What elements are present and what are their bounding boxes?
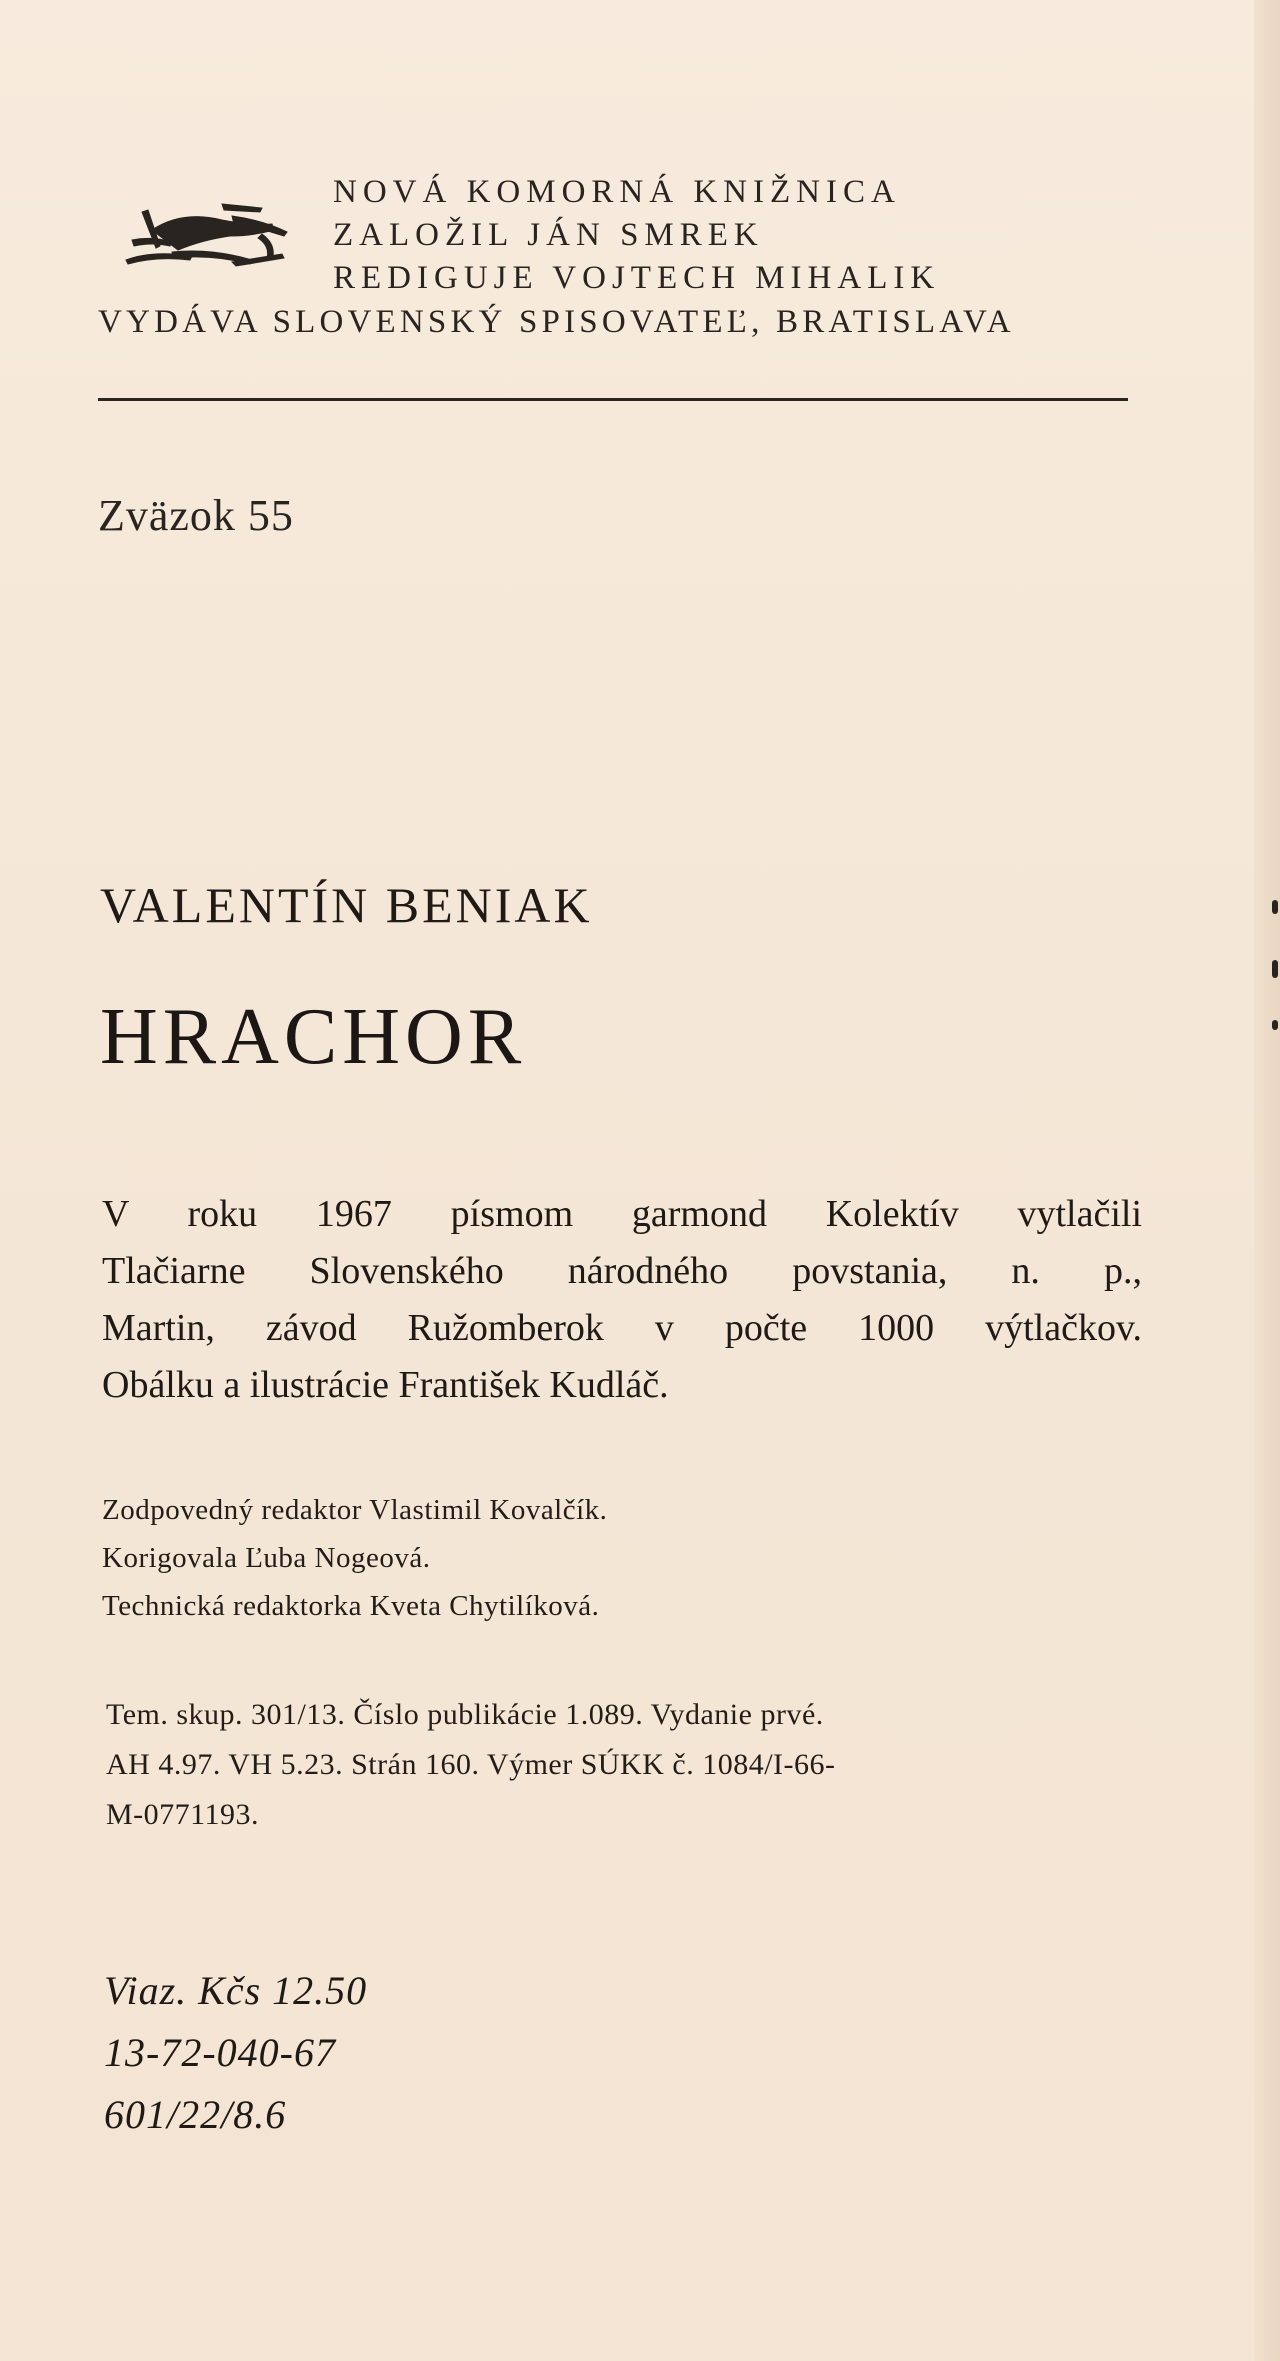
volume-number: Zväzok 55 <box>98 491 294 540</box>
imprint-publisher: VYDÁVA SLOVENSKÝ SPISOVATEĽ, BRATISLAVA <box>98 304 1015 340</box>
technical-line: Tem. skup. 301/13. Číslo publikácie 1.089. Vydanie prvé. <box>106 1698 824 1731</box>
colophon-line: V roku 1967 písmom garmond Kolektív vytlačili <box>102 1193 1142 1235</box>
technical-line: AH 4.97. VH 5.23. Strán 160. Výmer SÚKK č. 1084/I-66- <box>106 1748 836 1781</box>
edge-mark <box>1272 960 1278 978</box>
edge-mark <box>1272 900 1278 914</box>
credit-technical-editor: Technická redaktorka Kveta Chytilíková. <box>102 1590 600 1622</box>
credits <box>102 1486 1002 1630</box>
pricing-info <box>104 1960 367 2146</box>
colophon-line: Martin, závod Ružomberok v počte 1000 výtlačkov. <box>102 1307 1142 1349</box>
print-code: 601/22/8.6 <box>104 2092 287 2137</box>
technical-details <box>106 1690 1146 1840</box>
colophon-line: Obálku a ilustrácie František Kudláč. <box>102 1364 669 1406</box>
imprint-founder: ZALOŽIL JÁN SMREK <box>333 217 764 253</box>
leaping-animal-logo-icon <box>112 190 307 280</box>
publisher-imprint <box>98 172 1138 408</box>
page-edge <box>1254 0 1280 2361</box>
colophon <box>102 1186 1142 1414</box>
imprint-editor: REDIGUJE VOJTECH MIHALIK <box>333 260 941 296</box>
colophon-line: Tlačiarne Slovenského národného povstania, n. p., <box>102 1250 1142 1292</box>
author-name: VALENTÍN BENIAK <box>100 877 593 933</box>
technical-line: M-0771193. <box>106 1798 260 1831</box>
imprint-series: NOVÁ KOMORNÁ KNIŽNICA <box>333 174 901 210</box>
credit-proofreader: Korigovala Ľuba Nogeová. <box>102 1542 431 1574</box>
catalog-number: 13-72-040-67 <box>104 2030 336 2075</box>
edge-mark <box>1272 1020 1278 1030</box>
price-line: Viaz. Kčs 12.50 <box>104 1968 368 2013</box>
header-rule <box>98 398 1128 401</box>
book-title: HRACHOR <box>100 993 527 1081</box>
credit-editor: Zodpovedný redaktor Vlastimil Kovalčík. <box>102 1494 608 1526</box>
